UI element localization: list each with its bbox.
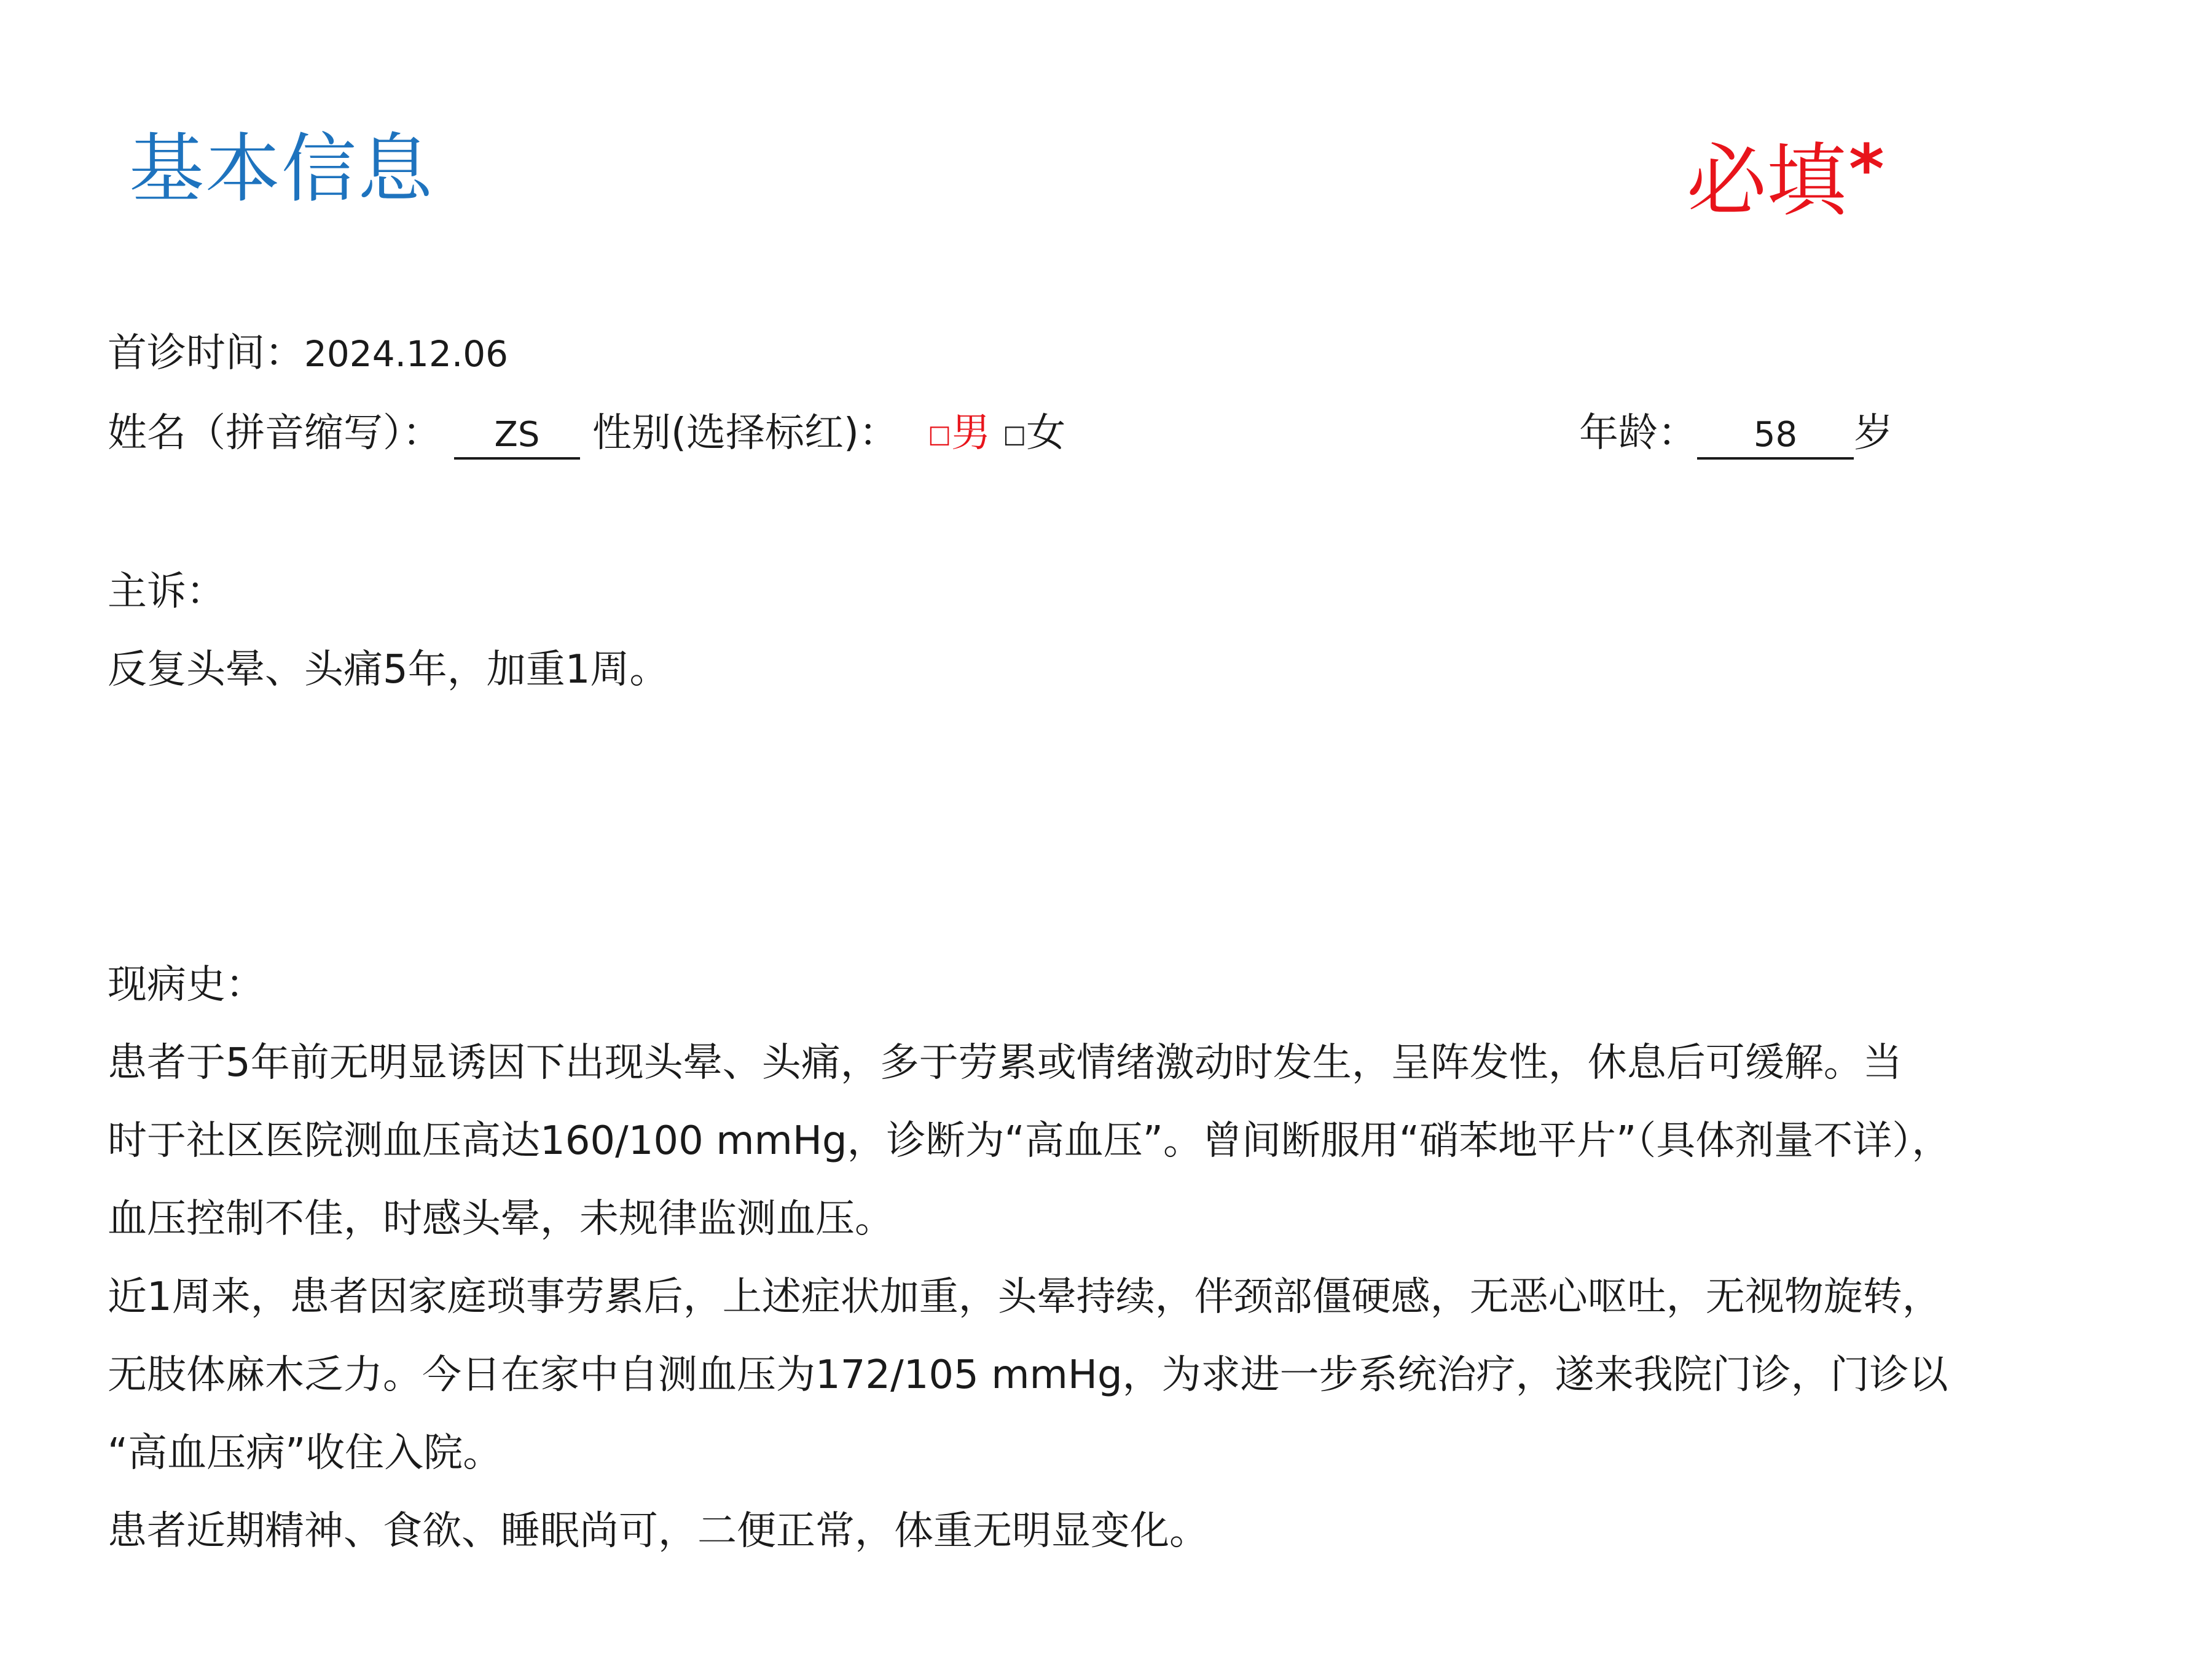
first-visit-value: 2024.12.06 [304,333,509,375]
gender-option-label: 女 [1026,410,1066,456]
name-gender-row [108,406,1065,462]
first-visit-row [108,326,508,382]
name-field[interactable]: ZS [454,413,580,460]
name-label: 姓名（拼音缩写）： [108,410,442,456]
present-illness-line: 近1周来，患者因家庭琐事劳累后，上述症状加重，头晕持续，伴颈部僵硬感，无恶心呕吐，无视物旋转， [108,1274,1942,1320]
present-illness-line: 无肢体麻木乏力。今日在家中自测血压为172/105 mmHg，为求进一步系统治疗，遂来我院门诊，门诊以 [108,1352,1948,1398]
first-visit-label: 首诊时间： [108,331,304,376]
present-illness-line: 时于社区医院测血压高达160/100 mmHg，诊断为“高血压”。曾间断服用“硝苯地平片”（具体剂量不详）， [108,1118,1951,1164]
gender-option-label: 男 [951,410,991,456]
age-row [1579,406,1893,461]
present-illness-label: 现病史： [108,962,265,1008]
present-illness-line: 患者近期精神、食欲、睡眠尚可，二便正常，体重无明显变化。 [108,1508,1209,1554]
required-label: 必填 [1687,134,1847,227]
checkbox-icon: □ [1003,420,1027,449]
present-illness-line: “高血压病”收住入院。 [108,1430,503,1476]
age-field[interactable]: 58 [1697,413,1854,460]
required-asterisk: * [1849,130,1885,208]
required-indicator [1687,120,1885,230]
section-title: 基本信息 [129,125,434,213]
chief-complaint-text: 反复头晕、头痛5年，加重1周。 [108,647,669,692]
age-label: 年龄： [1579,410,1697,456]
present-illness-line: 血压控制不佳，时感头晕，未规律监测血压。 [108,1196,894,1242]
chief-complaint-section [108,553,2154,709]
age-unit: 岁 [1854,410,1893,456]
chief-complaint-label: 主诉： [108,569,226,614]
checkbox-icon: □ [928,420,952,449]
gender-option-male[interactable] [928,410,990,456]
present-illness-section [108,946,2154,1571]
present-illness-line: 患者于5年前无明显诱因下出现头晕、头痛，多于劳累或情绪激动时发生，呈阵发性，休息后可缓解。当 [108,1040,1902,1086]
gender-label: 性别(选择标红)： [592,410,898,456]
gender-option-female[interactable] [1003,410,1065,456]
